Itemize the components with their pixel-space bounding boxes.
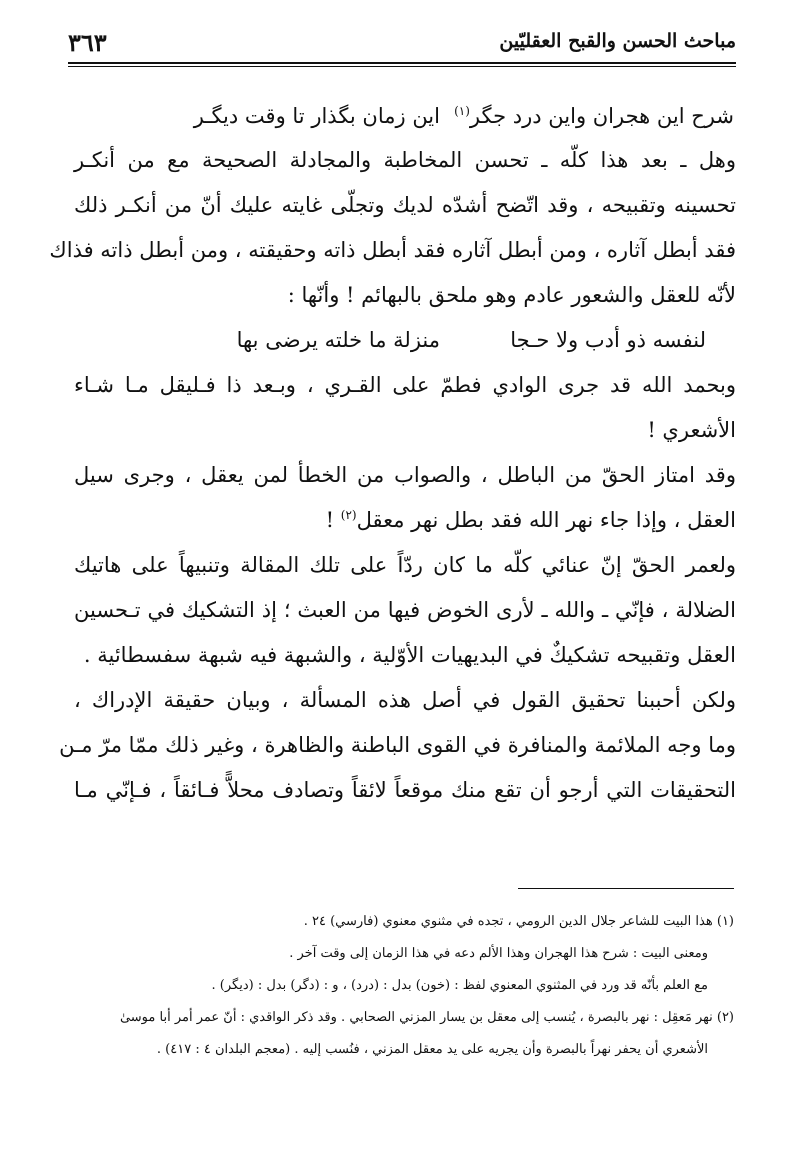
footnote-1-meaning: ومعنى البيت : شرح هذا الهجران وهذا الألم دعه في هذا الزمان إلى وقت آخر .: [289, 946, 708, 961]
running-title: مباحث الحسن والقبح العقليّين: [499, 30, 736, 52]
footnote-1: (١) هذا البيت للشاعر جلال الدين الرومي ، تجده في مثنوي معنوي (فارسي) ٢٤ .: [303, 914, 734, 929]
body-line: التحقيقات التي أرجو أن تقع منك موقعاً لائقاً وتصادف محلاًّ فـائقاً ، فـإنّي مـا: [74, 778, 736, 802]
verse1-first-text: شرح اين هجران واين درد جگر: [469, 104, 734, 128]
verse2-first-half: منزلة ما خلته يرضى بها: [236, 328, 440, 352]
body-line: الأشعري !: [647, 418, 736, 442]
body-line: وما وجه الملائمة والمنافرة في القوى الباطنة والظاهرة ، وغير ذلك ممّا مرّ مـن: [59, 733, 736, 757]
footnote-mark-2: (٢): [340, 508, 357, 522]
footnote-2: (٢) نهر مَعقِل : نهر بالبصرة ، يُنسب إلى معقل بن يسار المزني الصحابي . وقد ذكر الواقدي : أنّ عمر أمر أبا موسىٰ: [119, 1010, 734, 1025]
body-line: تحسينه وتقبيحه ، وقد اتّضح أشدّه لديك وتجلّى غايته عليك أنّ من أنكـر ذلك: [74, 193, 736, 217]
body-line: وبحمد الله قد جرى الوادي فطمّ على القـري ، وبـعد ذا فـليقل مـا شـاء: [74, 373, 736, 397]
body-line: ولكن أحببنا تحقيق القول في أصل هذه المسألة ، وبيان حقيقة الإدراك ،: [74, 688, 736, 712]
header-rule-thin: [68, 66, 736, 67]
body-line: [326, 500, 736, 540]
verse2-second-half: لنفسه ذو أدب ولا حـجا: [510, 328, 706, 352]
body-line-end: !: [325, 508, 341, 532]
header-rule-thick: [68, 62, 736, 64]
body-line: فقد أبطل آثاره ، ومن أبطل آثاره فقد أبطل ذاته وحقيقته ، ومن أبطل ذاته فذاك: [49, 238, 736, 262]
body-line: ولعمر الحقّ إنّ عنائي كلّه ما كان ردّاً على تلك المقالة وتنبيهاً على هاتيك: [74, 553, 736, 577]
body-line: وقد امتاز الحقّ من الباطل ، والصواب من الخطأ لمن يعقل ، وجرى سيل: [74, 463, 736, 487]
footnote-1-note: مع العلم بأنّه قد ورد في المثنوي المعنوي لفظ : (خون) بدل : (درد) ، و : (دگر) بدل : (ديگر) .: [211, 978, 708, 993]
verse1-first-half: [454, 96, 734, 136]
body-line: وهل ـ بعد هذا كلّه ـ تحسن المخاطبة والمجادلة الصحيحة مع من أنكـر: [74, 148, 736, 172]
verse1-second-half: اين زمان بگذار تا وقت ديگـر: [193, 104, 440, 128]
body-line: العقل وتقبيحه تشكيكٌ في البديهيات الأوّلية ، والشبهة فيه شبهة سفسطائية .: [83, 643, 736, 667]
body-line: لأنّه للعقل والشعور عادم وهو ملحق بالبهائم ! وأنّها :: [287, 283, 736, 307]
body-line: الضلالة ، فإنّي ـ والله ـ لأرى الخوض فيها من العبث ؛ إذ التشكيك في تـحسين: [74, 598, 736, 622]
footnote-2-continued: الأشعري أن يحفر نهراً بالبصرة وأن يجريه على يد معقل المزني ، فنُسب إليه . (معجم البلدان ٤ : ٤١٧) .: [156, 1042, 708, 1057]
body-line-text: العقل ، وإذا جاء نهر الله فقد بطل نهر معقل: [356, 508, 736, 532]
running-header: [68, 28, 736, 62]
footnote-rule: [518, 888, 734, 889]
page-number: ٣٦٣: [68, 28, 107, 57]
footnote-mark-1: (١): [454, 104, 470, 118]
